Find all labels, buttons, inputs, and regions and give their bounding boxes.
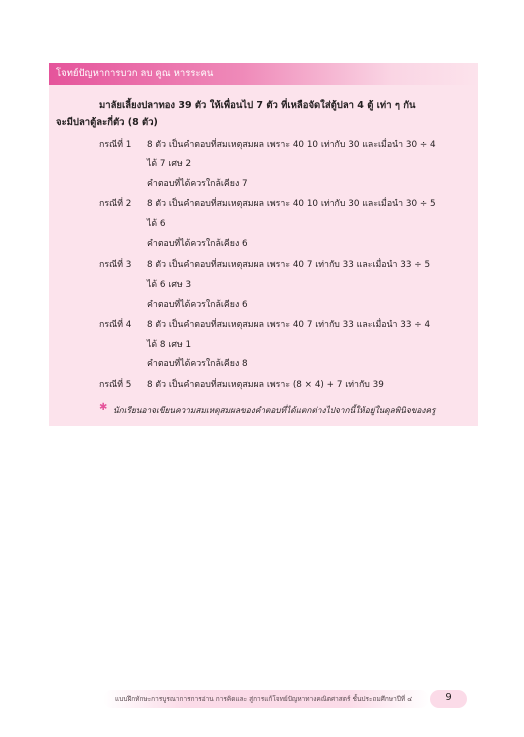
case-line: 8 ตัว เป็นคำตอบที่สมเหตุสมผล เพราะ 40 10 เท่ากับ 30 และเมื่อนำ 30 ÷ 5 <box>147 199 436 209</box>
case-line: 8 ตัว เป็นคำตอบที่สมเหตุสมผล เพราะ 40 7 เท่ากับ 33 และเมื่อนำ 33 ÷ 4 <box>147 320 431 330</box>
case-line: 8 ตัว เป็นคำตอบที่สมเหตุสมผล เพราะ 40 7 เท่ากับ 33 และเมื่อนำ 33 ÷ 5 <box>147 260 431 270</box>
case-line: ได้ 7 เศษ 2 <box>147 159 192 169</box>
case-line: ได้ 6 <box>147 219 166 229</box>
case-label: กรณีที่ 1 <box>99 140 132 150</box>
case-line: คำตอบที่ได้ควรใกล้เคียง 8 <box>147 359 248 369</box>
case-label: กรณีที่ 4 <box>99 320 132 330</box>
case-line: 8 ตัว เป็นคำตอบที่สมเหตุสมผล เพราะ 40 10 เท่ากับ 30 และเมื่อนำ 30 ÷ 4 <box>147 140 436 150</box>
case-line: ได้ 6 เศษ 3 <box>147 280 192 290</box>
case-label: กรณีที่ 5 <box>99 380 132 390</box>
question-line-1: มาลัยเลี้ยงปลาทอง 39 ตัว ให้เพื่อนไป 7 ตัว ที่เหลือจัดใส่ตู้ปลา 4 ตู้ เท่า ๆ กัน <box>99 100 416 111</box>
footer-text: แบบฝึกทักษะการบูรณาการการอ่าน การคิดและ สู่การแก้โจทย์ปัญหาทางคณิตศาสตร์ ชั้นประถมศึกษาปีที่ ๔ <box>115 695 413 703</box>
question-line-2: จะมีปลาตู้ละกี่ตัว (8 ตัว) <box>56 117 158 128</box>
case-line: คำตอบที่ได้ควรใกล้เคียง 6 <box>147 239 248 249</box>
case-label: กรณีที่ 3 <box>99 260 132 270</box>
case-label: กรณีที่ 2 <box>99 199 132 209</box>
teacher-note: นักเรียนอาจเขียนความสมเหตุสมผลของคำตอบที่ได้แตกต่างไปจากนี้ให้อยู่ในดุลพินิจของครู <box>113 405 436 415</box>
case-line: คำตอบที่ได้ควรใกล้เคียง 7 <box>147 179 248 189</box>
case-line: 8 ตัว เป็นคำตอบที่สมเหตุสมผล เพราะ (8 × 4) + 7 เท่ากับ 39 <box>147 380 384 390</box>
case-line: ได้ 8 เศษ 1 <box>147 340 192 350</box>
asterisk-icon: ✱ <box>99 402 108 413</box>
section-title: โจทย์ปัญหาการบวก ลบ คูณ หารระคน <box>56 68 214 79</box>
page-number: 9 <box>445 692 452 703</box>
case-line: คำตอบที่ได้ควรใกล้เคียง 6 <box>147 300 248 310</box>
